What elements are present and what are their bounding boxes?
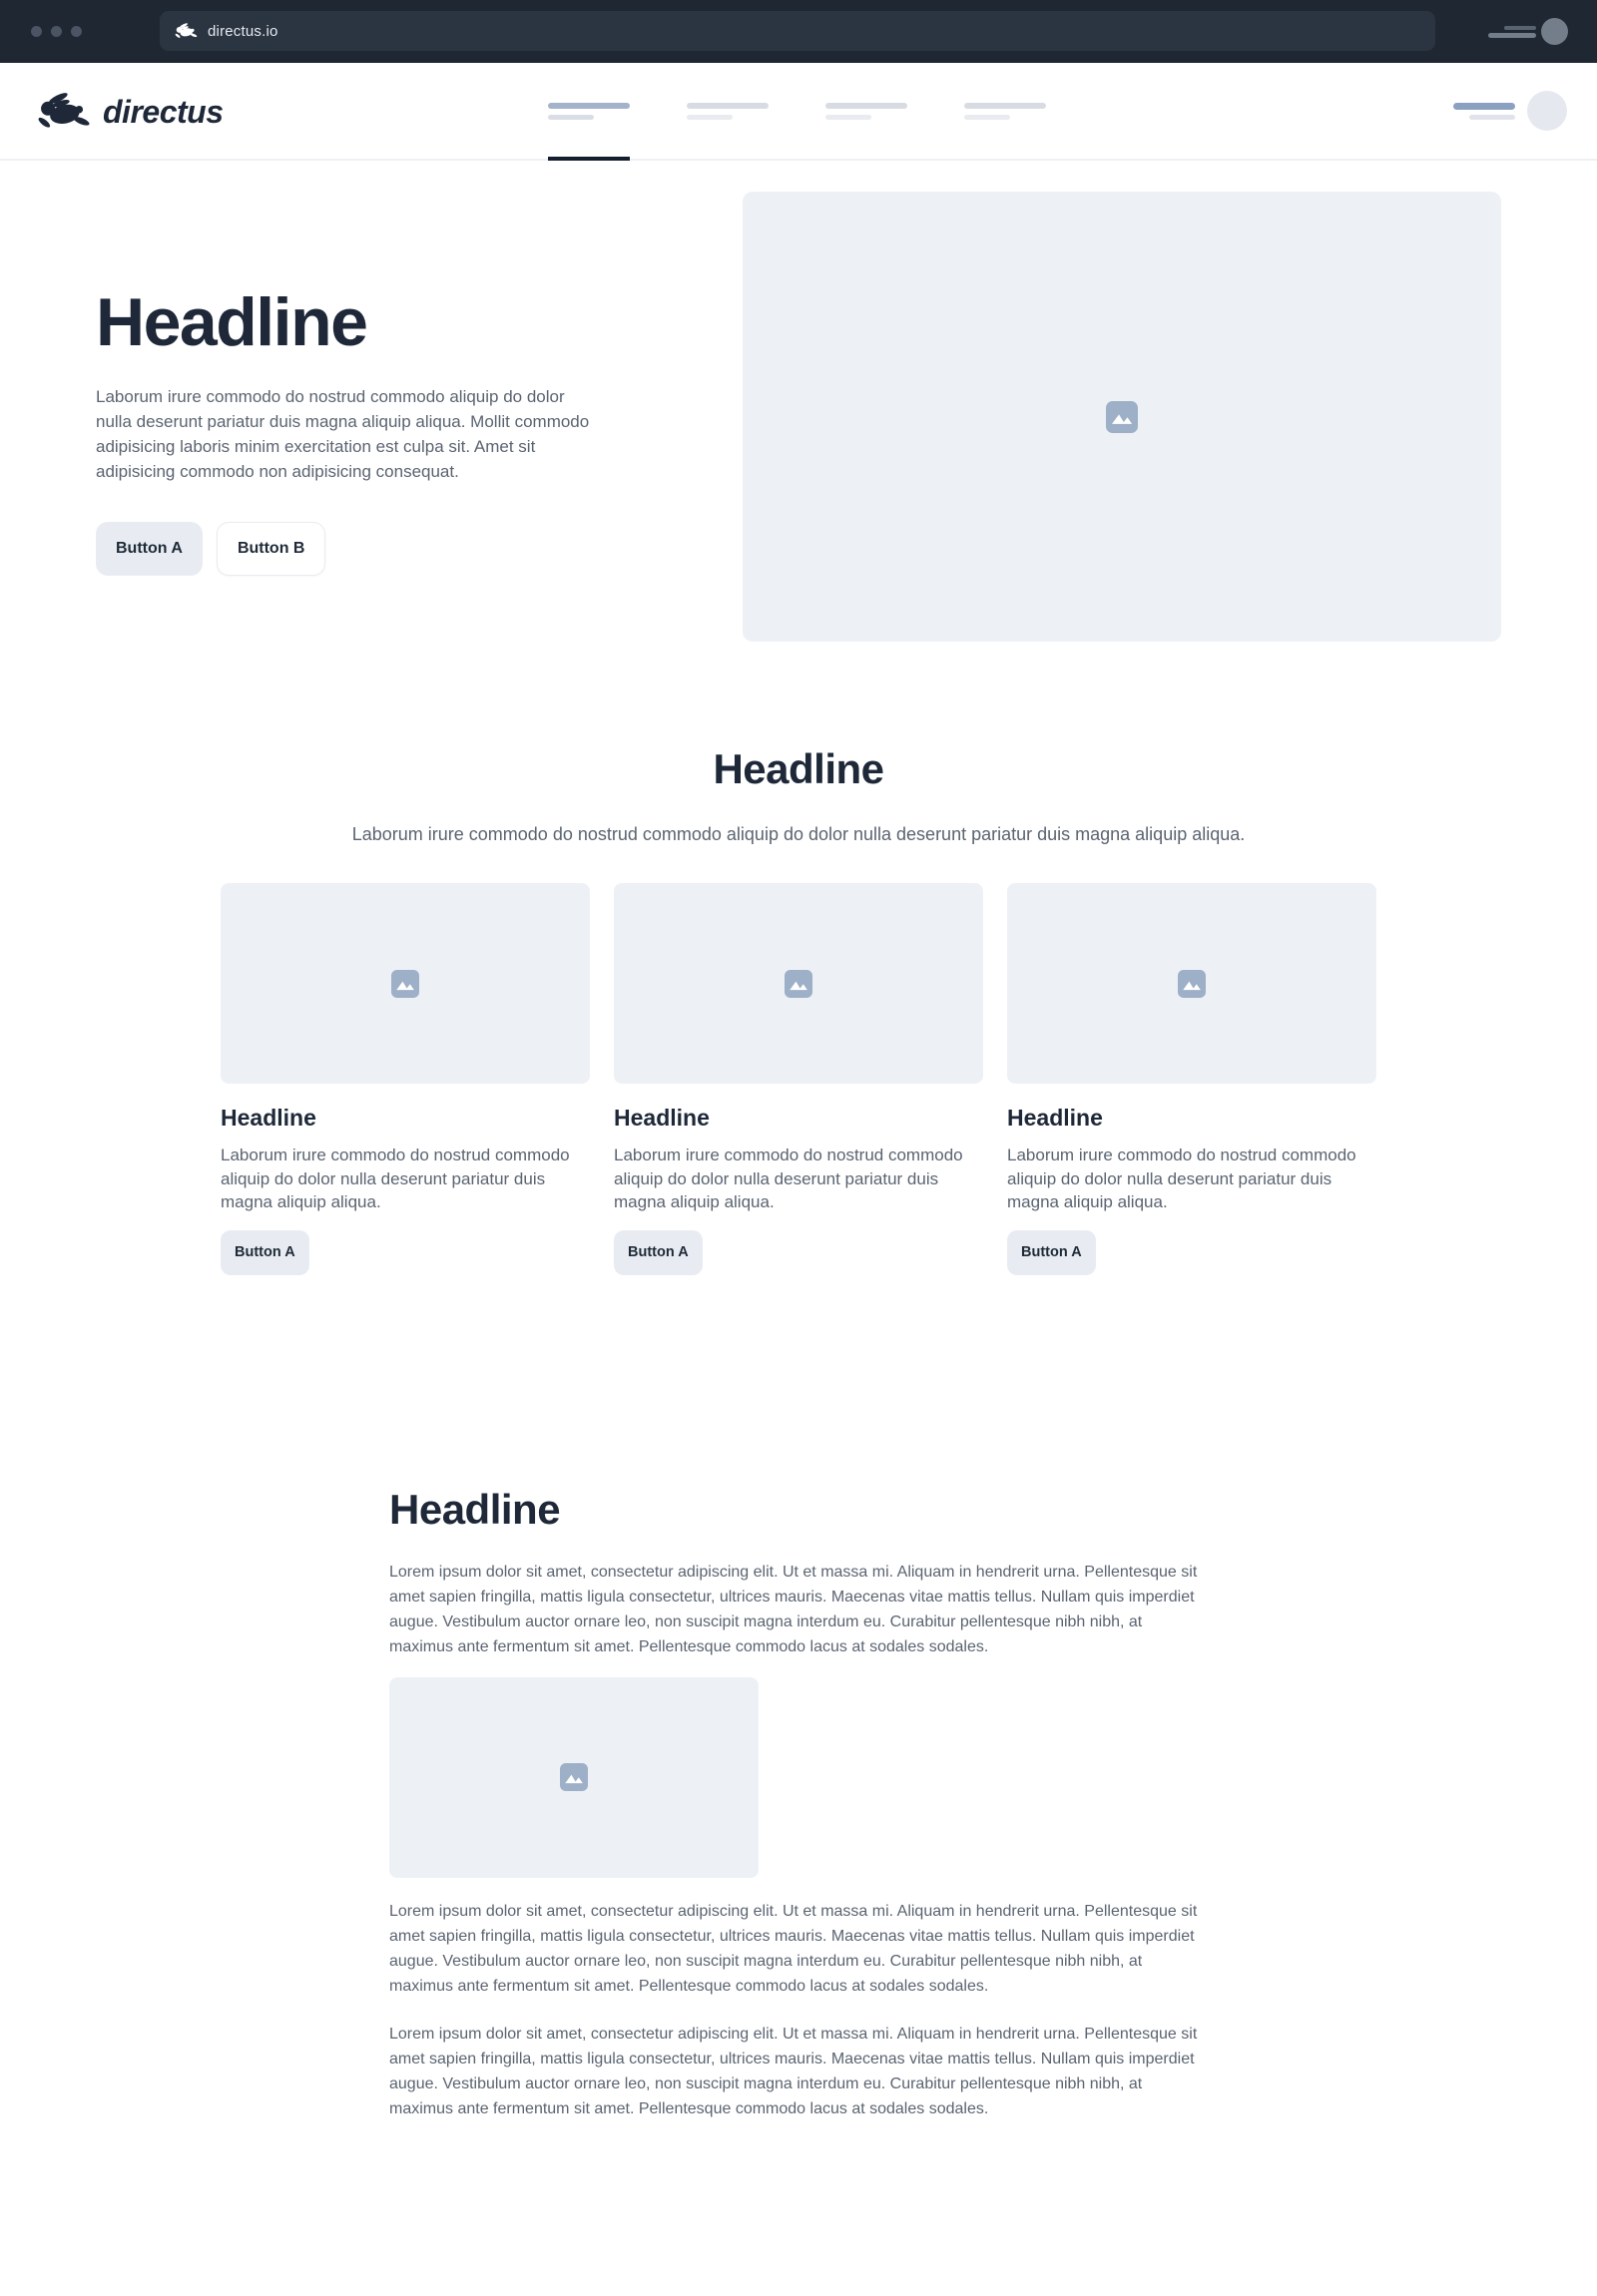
image-placeholder-icon [391,970,419,998]
feature-card [614,883,983,1275]
features-headline: Headline [713,745,884,792]
browser-toolbar-right [1488,0,1568,63]
card-image-placeholder [1007,883,1376,1084]
nav-item-2-skeleton[interactable] [687,103,769,120]
button-b[interactable]: Button B [217,522,326,576]
nav-item-3-skeleton[interactable] [825,103,907,120]
nav-item-1-skeleton[interactable] [548,103,630,120]
card-body-text: Laborum irure commodo do nostrud commodo aliquip do dolor nulla deserunt pariatur duis magna aliquip aliqua. [221,1146,570,1211]
window-dot-icon[interactable] [51,26,62,37]
main-nav [548,63,1046,159]
card-body-text: Laborum irure commodo do nostrud commodo aliquip do dolor nulla deserunt pariatur duis magna aliquip aliqua. [1007,1146,1356,1211]
skeleton-line [548,115,594,120]
card-image-placeholder [221,883,590,1084]
brand-logo[interactable] [35,63,223,161]
address-bar[interactable] [160,11,1435,51]
card-button-a[interactable]: Button A [221,1230,309,1275]
features-section [0,745,1597,1275]
window-dot-icon[interactable] [71,26,82,37]
menu-skeleton [1488,26,1536,38]
skeleton-line [1504,26,1536,30]
hero-image-placeholder [743,192,1501,642]
skeleton-line [1488,33,1536,38]
brand-wordmark: directus [103,93,224,130]
account-label-skeleton [1453,103,1515,120]
card-headline: Headline [614,1105,710,1131]
skeleton-line [1453,103,1515,110]
nav-item-4-skeleton[interactable] [964,103,1046,120]
skeleton-line [687,115,733,120]
article-headline: Headline [389,1485,561,1533]
hero-body-text: Laborum irure commodo do nostrud commodo aliquip do dolor nulla deserunt pariatur duis magna aliquip aliqua. Mollit commodo adipisicing laboris minim exercitation est culpa sit. Amet sit adipisicing commodo non adipisicing consequat. [96,387,590,481]
card-image-placeholder [614,883,983,1084]
header-right [1453,63,1567,159]
browser-profile-avatar[interactable] [1541,18,1568,45]
article-paragraph: Lorem ipsum dolor sit amet, consectetur adipiscing elit. Ut et massa mi. Aliquam in hendrerit urna. Pellentesque sit amet sapien fringilla, mattis ligula consectetur, ultrices mauris. Maecenas vitae mattis tellus. Nullam quis imperdiet augue. Vestibulum auctor ornare leo, non suscipit magna interdum eu. Curabitur pellentesque nibh nibh, at maximus ante fermentum sit amet. Pellentesque commodo lacus at sodales sodales. [389,1563,1198,1655]
url-text: directus.io [208,22,278,40]
skeleton-line [548,103,630,109]
skeleton-line [825,115,871,120]
image-placeholder-icon [785,970,812,998]
article-paragraph: Lorem ipsum dolor sit amet, consectetur adipiscing elit. Ut et massa mi. Aliquam in hendrerit urna. Pellentesque sit amet sapien fringilla, mattis ligula consectetur, ultrices mauris. Maecenas vitae mattis tellus. Nullam quis imperdiet augue. Vestibulum auctor ornare leo, non suscipit magna interdum eu. Curabitur pellentesque nibh nibh, at maximus ante fermentum sit amet. Pellentesque commodo lacus at sodales sodales. [389,1902,1198,1995]
card-button-a[interactable]: Button A [1007,1230,1096,1275]
card-button-a[interactable]: Button A [614,1230,703,1275]
skeleton-line [825,103,907,109]
feature-card [1007,883,1376,1275]
card-body-text: Laborum irure commodo do nostrud commodo aliquip do dolor nulla deserunt pariatur duis magna aliquip aliqua. [614,1146,963,1211]
window-dot-icon[interactable] [31,26,42,37]
skeleton-line [1469,115,1515,120]
features-subtitle: Laborum irure commodo do nostrud commodo aliquip do dolor nulla deserunt pariatur duis magna aliquip aliqua. [351,824,1246,844]
feature-card [221,883,590,1275]
skeleton-line [964,115,1010,120]
card-headline: Headline [1007,1105,1103,1131]
site-header [0,63,1597,161]
user-avatar[interactable] [1527,91,1567,131]
card-headline: Headline [221,1105,316,1131]
image-placeholder-icon [560,1763,588,1791]
skeleton-line [687,103,769,109]
hero-buttons [96,496,603,576]
article-paragraph: Lorem ipsum dolor sit amet, consectetur adipiscing elit. Ut et massa mi. Aliquam in hendrerit urna. Pellentesque sit amet sapien fringilla, mattis ligula consectetur, ultrices mauris. Maecenas vitae mattis tellus. Nullam quis imperdiet augue. Vestibulum auctor ornare leo, non suscipit magna interdum eu. Curabitur pellentesque nibh nibh, at maximus ante fermentum sit amet. Pellentesque commodo lacus at sodales sodales. [389,2025,1198,2117]
rabbit-favicon-icon [174,22,198,41]
image-placeholder-icon [1106,401,1138,433]
rabbit-logo-icon [35,90,91,135]
hero-headline: Headline [96,284,367,360]
article-image-placeholder [389,1677,759,1878]
window-controls [31,26,82,37]
card-row [221,883,1376,1275]
hero-copy [96,284,603,576]
image-placeholder-icon [1178,970,1206,998]
article-section [389,1486,1208,2121]
hero-section [0,161,1597,642]
browser-chrome [0,0,1597,63]
button-a[interactable]: Button A [96,522,203,576]
skeleton-line [964,103,1046,109]
